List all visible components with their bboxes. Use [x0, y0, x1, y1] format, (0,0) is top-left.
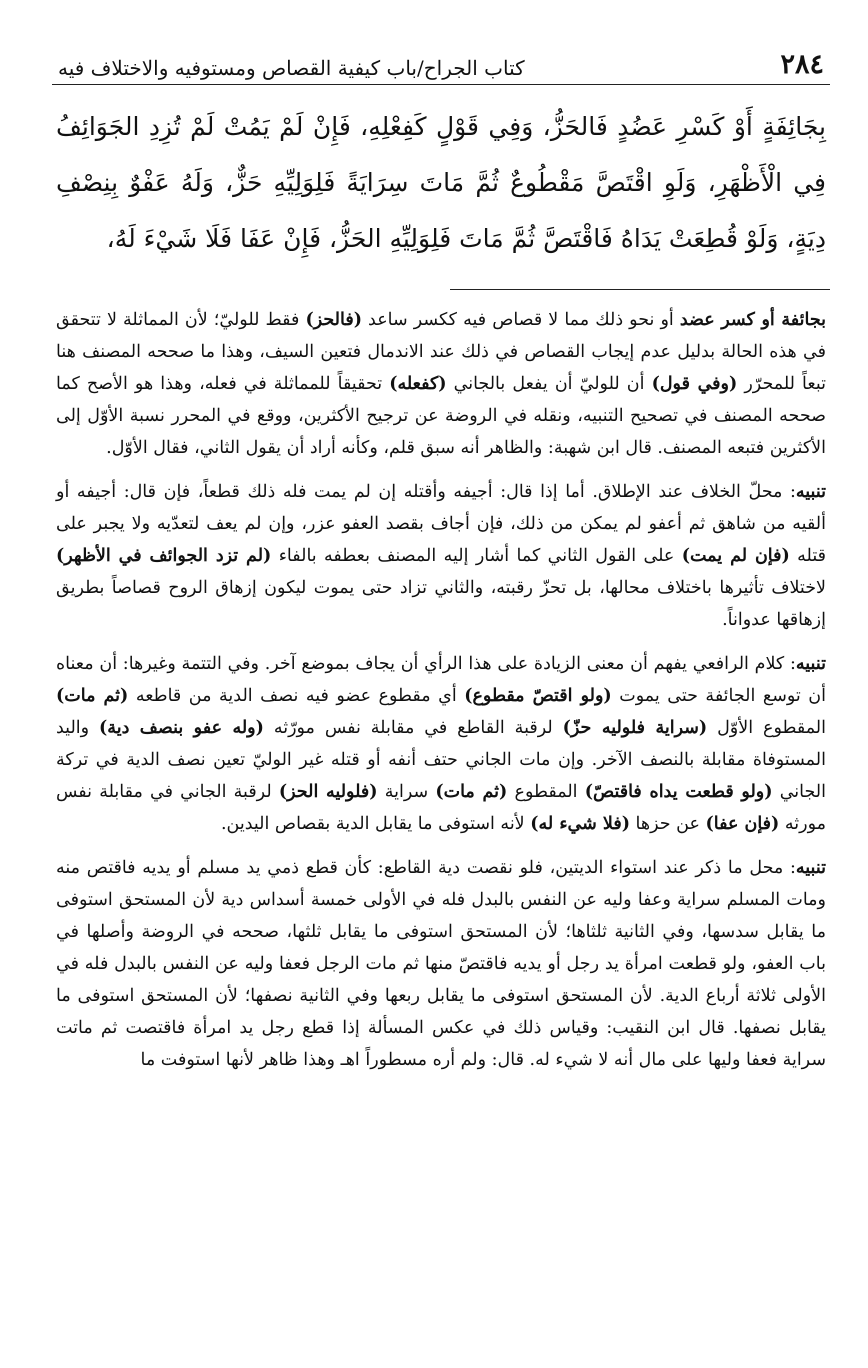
matn-quote: (كفعله) [389, 374, 447, 394]
matn-quote: بجائفة أو كسر عضد [679, 310, 826, 330]
sharh-text: سراية [377, 782, 436, 802]
sharh-text: لرقبة الجاني في مقابلة نفس مورثه [56, 782, 826, 834]
matn-quote: (ولو قطعت يداه فاقتصّ) [584, 782, 773, 802]
matn-text: بِجَائِفَةٍ أَوْ كَسْرِ عَضُدٍ فَالحَزُّ، وَفِي قَوْلٍ كَفِعْلِهِ، فَإِنْ لَمْ يَمُتْ لَمْ تُزِدِ الجَوَائِفُ فِي الْأَظْهَرِ، وَلَوِ اقْتَصَّ مَقْطُوعٌ ثُمَّ مَاتَ سِرَايَةً فَلِوَلِيِّهِ حَزٌّ، وَلَهُ عَفْوٌ بِنِصْفِ دِيَةٍ، وَلَوْ قُطِعَتْ يَدَاهُ فَاقْتَصَّ ثُمَّ مَاتَ فَلِوَلِيِّهِ الحَزُّ، فَإِنْ عَفَا فَلَا شَيْءَ لَهُ، [56, 112, 826, 253]
matn-quote: (ثم مات) [435, 782, 508, 802]
sharh-text: واليد المستوفاة مقابلة بالنصف الآخر. وإن مات الجاني حتف أنفه أو قتله غير الوليّ تعين نصف الدية في تركة الجاني [56, 718, 826, 802]
matn-quote: (سراية فلوليه حزّ) [562, 718, 708, 738]
matn-quote: (فلا شيء له) [530, 814, 630, 834]
sharh-text: تحقيقاً للمماثلة في فعله، وهذا هو الأصح كما صححه المصنف في تصحيح التنبيه، ونقله في الروضة عن ترجيح الأكثرين، ووقع في المحرر نسبة الأوّل إلى الأكثرين فتبعه المصنف. قال ابن شهبة: والظاهر أنه سبق قلم، وكأنه أراد أن يقول الثاني، فقال الأوّل. [56, 374, 826, 458]
sharh-paragraph-3 [52, 648, 830, 840]
sharh-text: فقط للوليّ؛ لأن المماثلة لا تتحقق في هذه الحالة بدليل عدم إيجاب القصاص في ذلك عند الاندمال فتعين السيف، وهذا ما صححه المصنف هنا تبعاً للمحرّر [56, 310, 826, 394]
matn-quote: (فالحز) [305, 310, 362, 330]
sharh-text: عن حزها [629, 814, 706, 834]
tanbih-label: تنبيه [795, 654, 826, 674]
matn-quote: (فإن لم يمت) [681, 546, 790, 566]
sharh-paragraph-1 [52, 304, 830, 464]
running-title: كتاب الجراح/باب كيفية القصاص ومستوفيه والاختلاف فيه [58, 56, 525, 80]
sharh-text: لرقبة القاطع في مقابلة نفس مورّثه [263, 718, 563, 738]
tanbih-label: تنبيه [795, 482, 826, 502]
sharh-text: : كلام الرافعي يفهم أن معنى الزيادة على هذا الرأي أن يجاف بموضع آخر. وفي التتمة وغيرها: أن معناه أن توسع الجائفة حتى يموت [56, 654, 826, 706]
sharh-text: المقطوع الأوّل [707, 718, 826, 738]
matn-quote: (ولو اقتصّ مقطوع) [464, 686, 612, 706]
matn-quote: (وفي قول) [651, 374, 738, 394]
tanbih-label: تنبيه [795, 858, 826, 878]
matn-quote: (فلوليه الحز) [278, 782, 378, 802]
sharh-text: أن للوليّ أن يفعل بالجاني [446, 374, 652, 394]
sharh-text: : محل ما ذكر عند استواء الديتين، فلو نقصت دية القاطع: كأن قطع ذمي يد مسلم أو يديه فاقتص منه ومات المسلم سراية وعفا وليه عن النفس بالبدل فله في الأولى خمسة أسداس دية لأن المستحق استوفى ما يقابل سدسها، وفي الثانية ثلثاها؛ لأن المستحق استوفى ما يقابل ثلثها، صححه في الروضة وأصلها في باب العفو، ولو قطعت امرأة يد رجل أو يديه فاقتصّ منها ثم مات الرجل فعفا وليه عن النفس بالبدل فله في الأولى ثلاثة أرباع الدية. لأن المستحق استوفى ما يقابل ربعها وفي الثانية نصفها؛ لأن المستحق استوفى ما يقابل نصفها. قال ابن النقيب: وقياس ذلك في عكس المسألة إذا قطع رجل يد امرأة فاقتصت ثم ماتت سراية فعفا وليها على مال أنه لا شيء له. قال: ولم أره مسطوراً اهـ وهذا ظاهر لأنها استوفت ما [56, 858, 827, 1070]
matn-quote: (وله عفو بنصف دية) [99, 718, 264, 738]
sharh-text: أي مقطوع عضو فيه نصف الدية من قاطعه [128, 686, 465, 706]
footnote-separator [450, 289, 830, 290]
sharh-text: : محلّ الخلاف عند الإطلاق. أما إذا قال: أجيفه وأقتله إن لم يمت فله ذلك قطعاً، فإن قال: أجيفه أو ألقيه من شاهق ثم أعفو لم يمكن من ذلك، فإن أجاف بقصد العفو عزر، وإن لم يعف لتعدّيه ولا يجبر على قتله [56, 482, 826, 566]
matn-quote: (لم تزد الجوائف في الأظهر) [56, 546, 272, 566]
sharh-text: المقطوع [507, 782, 585, 802]
matn-quote: (فإن عفا) [705, 814, 780, 834]
sharh-paragraph-2 [52, 476, 830, 636]
sharh-text: لاختلاف تأثيرها باختلاف محالها، بل تحزّ رقبته، والثاني تزاد حتى يموت ليكون إزهاق الروح قصاصاً بطريق إزهاقها عدواناً. [56, 578, 826, 630]
sharh-text: على القول الثاني كما أشار إليه المصنف بعطفه بالفاء [271, 546, 682, 566]
sharh-paragraph-4 [52, 852, 830, 1076]
page-header [52, 40, 830, 85]
sharh-text: أو نحو ذلك مما لا قصاص فيه ككسر ساعد [361, 310, 680, 330]
matn-quote: (ثم مات) [56, 686, 129, 706]
page-number: ٢٨٤ [780, 49, 824, 80]
sharh-text: لأنه استوفى ما يقابل الدية بقصاص اليدين. [220, 814, 531, 834]
